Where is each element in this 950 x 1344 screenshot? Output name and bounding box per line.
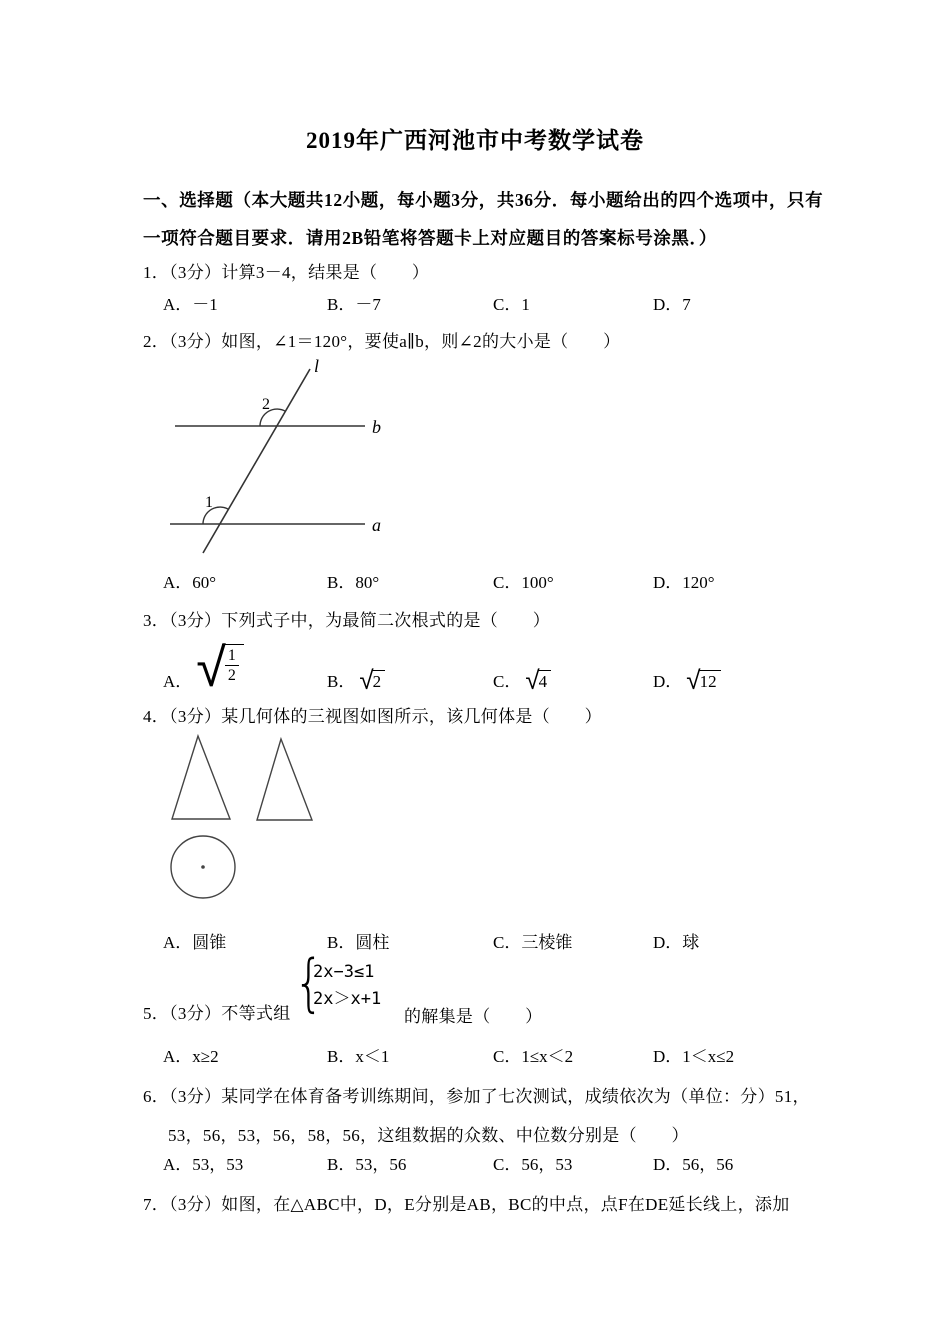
option-text: 80°: [355, 573, 380, 592]
option-label: C．: [493, 573, 522, 592]
question-6-stem-line1: 6．（3分）某同学在体育备考训练期间，参加了七次测试，成绩依次为（单位：分）51，: [143, 1087, 810, 1106]
option-text: 三棱锥: [521, 933, 573, 952]
sqrt-twelve: [686, 666, 720, 696]
question-5-options: [0, 1042, 950, 1066]
question-2-parallel-lines-figure: [160, 356, 400, 561]
question-5-stem-post: 的解集是（ ）: [404, 1007, 543, 1026]
option-label: D．: [653, 573, 683, 592]
option-text: x≥2: [192, 1047, 219, 1066]
question-1-stem: 1．（3分）计算3－4，结果是（ ）: [143, 263, 430, 282]
option-label: A．: [163, 295, 193, 314]
inequality-row-1: 2x−3≤1: [313, 962, 375, 982]
option-label: C．: [493, 933, 522, 952]
question-6-option-a: [163, 1150, 243, 1175]
question-1-option-b: [327, 290, 381, 315]
option-label: D．: [653, 1047, 683, 1066]
option-text: 圆柱: [355, 933, 390, 952]
question-2-options: [0, 568, 950, 592]
question-5-option-a: [163, 1042, 219, 1067]
question-1-option-c: [493, 290, 530, 315]
question-4-option-d: [653, 928, 699, 953]
question-6-options: [0, 1150, 950, 1174]
label-angle-1: 1: [205, 494, 213, 511]
option-label: A．: [163, 1047, 193, 1066]
fraction-denominator: 2: [227, 667, 236, 684]
question-2-option-c: [493, 568, 554, 593]
option-text: 56，53: [521, 1155, 573, 1174]
question-5-option-b: [327, 1042, 389, 1067]
option-label: A．: [163, 933, 193, 952]
option-label: D．: [653, 295, 683, 314]
question-6-option-c: [493, 1150, 572, 1175]
option-text: 1: [521, 295, 530, 314]
front-view-triangle: [172, 736, 230, 819]
question-4-option-a: [163, 928, 226, 953]
label-b: b: [372, 417, 381, 437]
option-text: 56，56: [682, 1155, 734, 1174]
question-3-option-d: [653, 666, 721, 696]
question-3-option-b: [327, 666, 385, 696]
option-text: 1＜x≤2: [682, 1047, 735, 1066]
option-label: D．: [653, 1155, 683, 1174]
question-5-stem-pre: 5．（3分）不等式组: [143, 1004, 291, 1023]
option-text: 120°: [682, 573, 715, 592]
question-1-option-d: [653, 290, 691, 315]
question-3-option-a: [163, 636, 244, 699]
transversal-line-l: [203, 369, 310, 553]
circle-center-dot: [201, 865, 205, 869]
option-label: A．: [163, 1155, 193, 1174]
option-label: C．: [493, 1155, 522, 1174]
sqrt-two: [359, 666, 385, 696]
question-1-option-a: [163, 290, 218, 315]
option-text: 100°: [521, 573, 554, 592]
question-3-option-c: [493, 666, 551, 696]
option-text: 60°: [192, 573, 217, 592]
question-6-option-d: [653, 1150, 733, 1175]
inequality-row-2: 2x＞x+1: [313, 989, 382, 1009]
option-label: D．: [653, 933, 683, 952]
question-6-stem-line2: 53，56，53，56，58，56，这组数据的众数、中位数分别是（ ）: [168, 1126, 689, 1145]
radicand: 2: [372, 670, 386, 691]
question-1-options: [0, 290, 950, 314]
section-header-line1: 一、选择题（本大题共12小题，每小题3分，共36分．每小题给出的四个选项中，只有: [143, 190, 824, 210]
option-label: B．: [327, 295, 356, 314]
option-label: C．: [493, 672, 522, 691]
fraction: [222, 644, 244, 684]
option-label: B．: [327, 573, 356, 592]
option-text: －7: [355, 295, 381, 314]
option-label: B．: [327, 933, 356, 952]
option-label: B．: [327, 672, 356, 691]
label-angle-2: 2: [262, 396, 270, 413]
radicand: 12: [699, 670, 721, 691]
option-label: D．: [653, 672, 683, 691]
question-4-option-b: [327, 928, 389, 953]
option-label: C．: [493, 295, 522, 314]
option-text: 53，53: [192, 1155, 244, 1174]
option-label: B．: [327, 1047, 356, 1066]
option-text: 53，56: [355, 1155, 407, 1174]
question-6-option-b: [327, 1150, 406, 1175]
option-text: 7: [682, 295, 691, 314]
question-5-option-c: [493, 1042, 573, 1067]
option-text: x＜1: [355, 1047, 390, 1066]
sqrt-four: [525, 666, 551, 696]
question-4-stem: 4．（3分）某几何体的三视图如图所示，该几何体是（ ）: [143, 707, 602, 726]
radical-sign: √: [196, 636, 226, 699]
option-label: A．: [163, 672, 193, 691]
option-label: C．: [493, 1047, 522, 1066]
question-4-options: [0, 928, 950, 952]
sqrt-one-half: [196, 636, 244, 699]
question-2-option-d: [653, 568, 715, 593]
inequality-system: [313, 959, 381, 1013]
question-4-option-c: [493, 928, 572, 953]
question-3-options: [0, 630, 950, 699]
option-text: 圆锥: [192, 933, 227, 952]
option-text: －1: [192, 295, 218, 314]
side-view-triangle: [257, 739, 312, 820]
label-a: a: [372, 515, 381, 535]
question-2-option-b: [327, 568, 379, 593]
section-header-line2: 一项符合题目要求．请用2B铅笔将答题卡上对应题目的答案标号涂黑．）: [143, 228, 717, 248]
question-2-option-a: [163, 568, 216, 593]
question-3-stem: 3．（3分）下列式子中，为最简二次根式的是（ ）: [143, 611, 550, 630]
label-l: l: [314, 356, 320, 376]
option-label: B．: [327, 1155, 356, 1174]
system-brace: {: [294, 946, 324, 1019]
option-label: A．: [163, 573, 193, 592]
option-text: 1≤x＜2: [521, 1047, 574, 1066]
question-7-stem: 7．（3分）如图，在△ABC中，D，E分别是AB，BC的中点，点F在DE延长线上，添加: [143, 1195, 790, 1214]
radical-sign: √: [525, 666, 540, 696]
radical-sign: √: [686, 666, 701, 696]
fraction-numerator: 1: [225, 647, 239, 666]
radical-sign: √: [359, 666, 374, 696]
radicand: 4: [538, 670, 552, 691]
page-title: 2019年广西河池市中考数学试卷: [306, 128, 644, 153]
question-5-option-d: [653, 1042, 734, 1067]
question-2-stem: 2．（3分）如图，∠1＝120°，要使a∥b，则∠2的大小是（ ）: [143, 332, 621, 351]
option-text: 球: [682, 933, 700, 952]
question-4-three-views-figure: [150, 718, 400, 918]
